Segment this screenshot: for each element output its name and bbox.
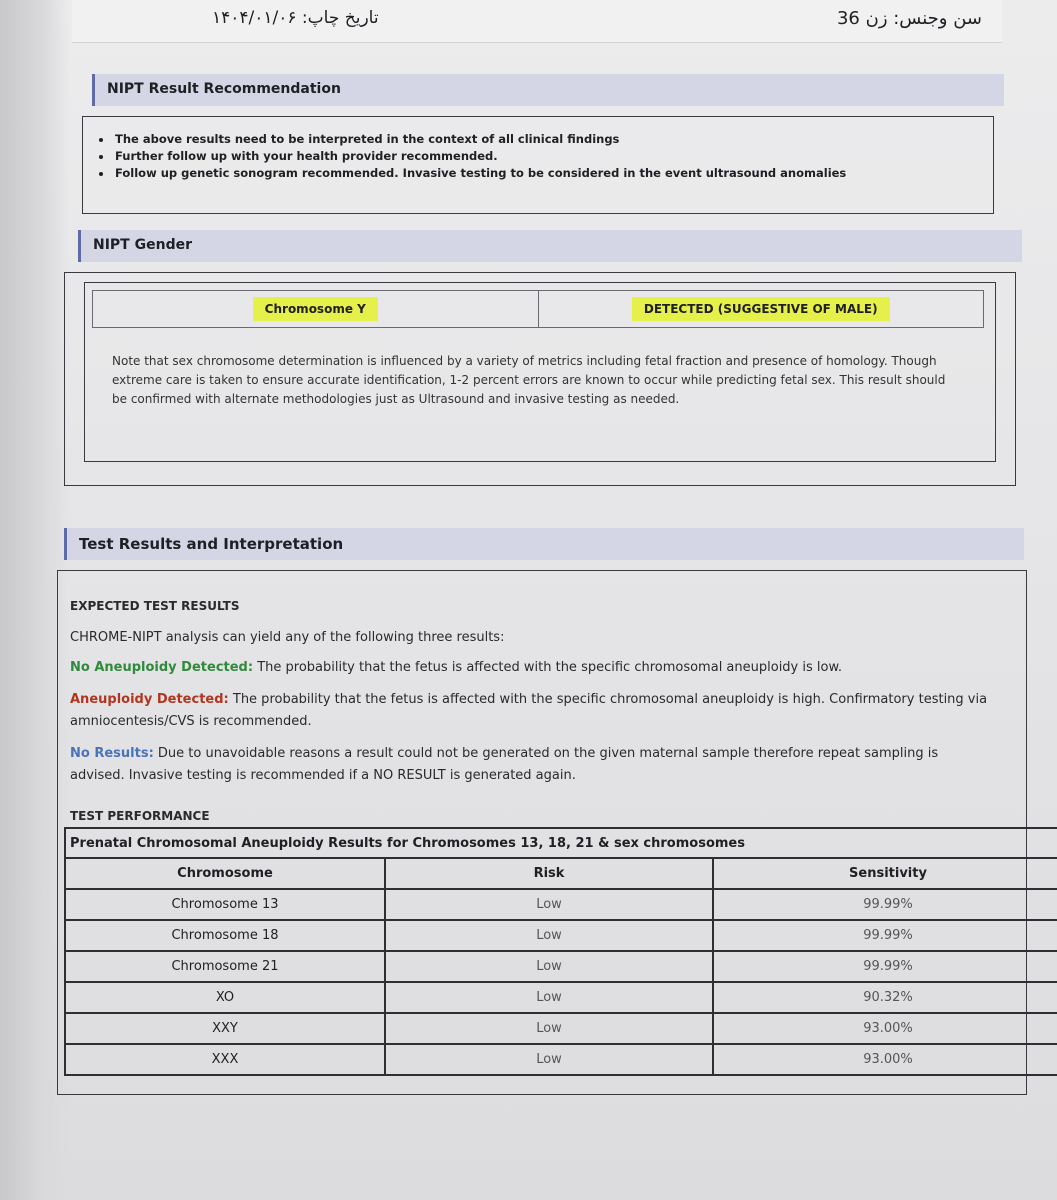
performance-table — [64, 827, 1057, 1076]
expected-results-heading: EXPECTED TEST RESULTS — [70, 599, 240, 613]
age-sex: سن وجنس: زن 36 — [836, 8, 982, 29]
chromosome-cell: XXY — [65, 1013, 385, 1044]
column-header-chromosome: Chromosome — [65, 858, 385, 889]
gender-result-cell — [538, 291, 984, 327]
table-row — [65, 920, 1057, 951]
risk-cell: Low — [385, 889, 713, 920]
recommendation-item: • Further follow up with your health provider recommended. — [113, 148, 993, 165]
gender-table — [92, 290, 984, 328]
chromosome-cell: Chromosome 21 — [65, 951, 385, 982]
no-aneuploidy-text: The probability that the fetus is affected with the specific chromosomal aneuploidy is low. — [257, 660, 843, 675]
risk-cell: Low — [385, 982, 713, 1013]
print-date: تاریخ چاپ: ۱۴۰۴/۰۱/۰۶ — [212, 8, 379, 28]
gender-note: Note that sex chromosome determination is influenced by a variety of metrics including fetal fraction and presence of homology. Though extreme care is taken to ensure accurate identification, 1-2 percent errors are known to occur while predicting fetal sex. This result should be confirmed with alternate methodologies just as Ultrasound and invasive testing as needed. — [112, 354, 946, 406]
chromosome-cell: Chromosome 18 — [65, 920, 385, 951]
table-row — [65, 1044, 1057, 1075]
risk-cell: Low — [385, 1044, 713, 1075]
sensitivity-cell: 99.99% — [713, 889, 1057, 920]
test-results-heading: Test Results and Interpretation — [64, 528, 1024, 560]
results-intro: CHROME-NIPT analysis can yield any of the following three results: — [70, 630, 505, 645]
sensitivity-cell: 90.32% — [713, 982, 1057, 1013]
performance-table-header-row — [65, 858, 1057, 889]
sensitivity-cell: 99.99% — [713, 951, 1057, 982]
gender-result: DETECTED (SUGGESTIVE OF MALE) — [632, 297, 890, 321]
risk-cell: Low — [385, 920, 713, 951]
column-header-sensitivity: Sensitivity — [713, 858, 1057, 889]
no-results-label: No Results: — [70, 746, 154, 761]
no-results-line — [70, 743, 990, 787]
performance-table-title-row — [65, 828, 1057, 858]
gender-chromosome-cell — [93, 291, 538, 327]
chromosome-cell: XXX — [65, 1044, 385, 1075]
chromosome-cell: XO — [65, 982, 385, 1013]
aneuploidy-line — [70, 689, 990, 733]
sensitivity-cell: 99.99% — [713, 920, 1057, 951]
risk-cell: Low — [385, 951, 713, 982]
no-aneuploidy-line — [70, 657, 990, 679]
table-row — [65, 982, 1057, 1013]
recommendation-list — [83, 117, 993, 182]
recommendation-heading: NIPT Result Recommendation — [92, 74, 1004, 106]
table-row — [65, 889, 1057, 920]
aneuploidy-label: Aneuploidy Detected: — [70, 692, 229, 707]
sensitivity-cell: 93.00% — [713, 1044, 1057, 1075]
risk-cell: Low — [385, 1013, 713, 1044]
gender-heading: NIPT Gender — [78, 230, 1022, 262]
recommendation-item: • Follow up genetic sonogram recommended. Invasive testing to be considered in the event ultrasound anomalies — [113, 165, 993, 182]
recommendation-item: • The above results need to be interpreted in the context of all clinical findings — [113, 131, 993, 148]
table-row — [65, 951, 1057, 982]
performance-table-title: Prenatal Chromosomal Aneuploidy Results for Chromosomes 13, 18, 21 & sex chromosomes — [65, 828, 1057, 858]
recommendation-box — [82, 116, 994, 214]
test-performance-heading: TEST PERFORMANCE — [70, 809, 210, 823]
aneuploidy-text: The probability that the fetus is affected with the specific chromosomal aneuploidy is high. Confirmatory testing via amniocentesis/CVS is recommended. — [70, 692, 988, 729]
no-aneuploidy-label: No Aneuploidy Detected: — [70, 660, 254, 675]
column-header-risk: Risk — [385, 858, 713, 889]
chromosome-cell: Chromosome 13 — [65, 889, 385, 920]
no-results-text: Due to unavoidable reasons a result could not be generated on the given maternal sample therefore repeat sampling is advised. Invasive testing is recommended if a NO RESULT is generated again. — [70, 746, 939, 783]
table-row — [65, 1013, 1057, 1044]
chromosome-y-label: Chromosome Y — [253, 297, 378, 321]
patient-header — [72, 0, 1002, 43]
test-results-box — [57, 570, 1027, 1095]
sensitivity-cell: 93.00% — [713, 1013, 1057, 1044]
